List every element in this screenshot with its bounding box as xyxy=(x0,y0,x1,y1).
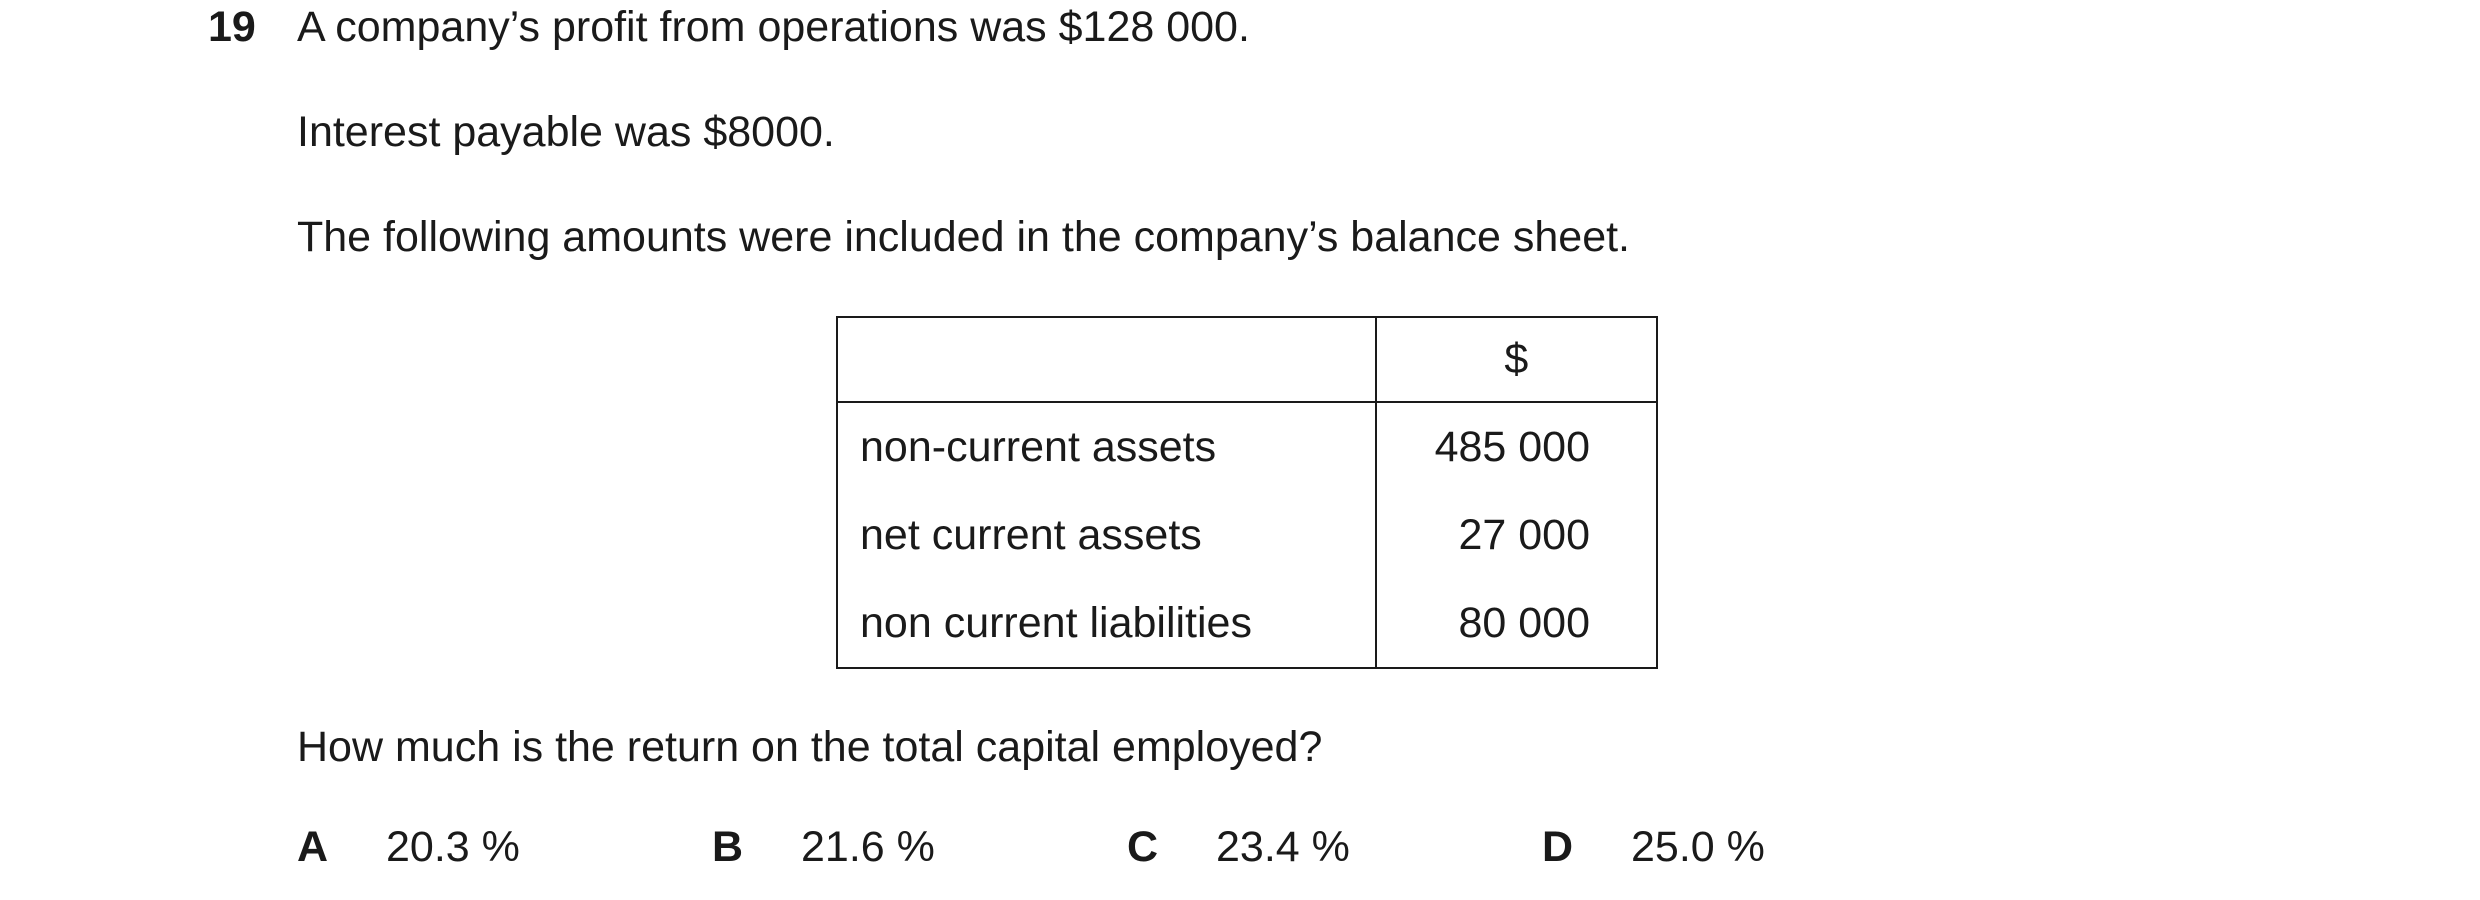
table-row-label: net current assets xyxy=(837,491,1376,579)
option-text: 25.0 % xyxy=(1631,823,1765,871)
option-text: 20.3 % xyxy=(386,823,520,871)
option-b[interactable] xyxy=(712,822,935,872)
table-row-label: non current liabilities xyxy=(837,579,1376,668)
question-prompt: How much is the return on the total capital employed? xyxy=(297,723,1323,771)
balance-sheet-table xyxy=(836,316,1658,669)
table-row xyxy=(837,402,1657,491)
option-d[interactable] xyxy=(1542,822,1765,872)
option-letter: B xyxy=(712,823,744,871)
table-header-unit: $ xyxy=(1376,317,1657,402)
question-text-interest: Interest payable was $8000. xyxy=(297,108,835,156)
option-letter: A xyxy=(297,823,329,871)
answer-options xyxy=(0,822,2480,882)
option-c[interactable] xyxy=(1127,822,1350,872)
table-header-row xyxy=(837,317,1657,402)
table-row xyxy=(837,491,1657,579)
table-row-value: 27 000 xyxy=(1376,491,1657,579)
question-text-balance-sheet-intro: The following amounts were included in the company’s balance sheet. xyxy=(297,213,1630,261)
question-number: 19 xyxy=(208,3,256,51)
question-text-profit: A company’s profit from operations was $128 000. xyxy=(297,3,1250,51)
table-header-label xyxy=(837,317,1376,402)
option-a[interactable] xyxy=(297,822,520,872)
option-letter: D xyxy=(1542,823,1574,871)
option-letter: C xyxy=(1127,823,1159,871)
table-row xyxy=(837,579,1657,668)
table-row-label: non-current assets xyxy=(837,402,1376,491)
option-text: 21.6 % xyxy=(801,823,935,871)
table-row-value: 80 000 xyxy=(1376,579,1657,668)
option-text: 23.4 % xyxy=(1216,823,1350,871)
table-row-value: 485 000 xyxy=(1376,402,1657,491)
